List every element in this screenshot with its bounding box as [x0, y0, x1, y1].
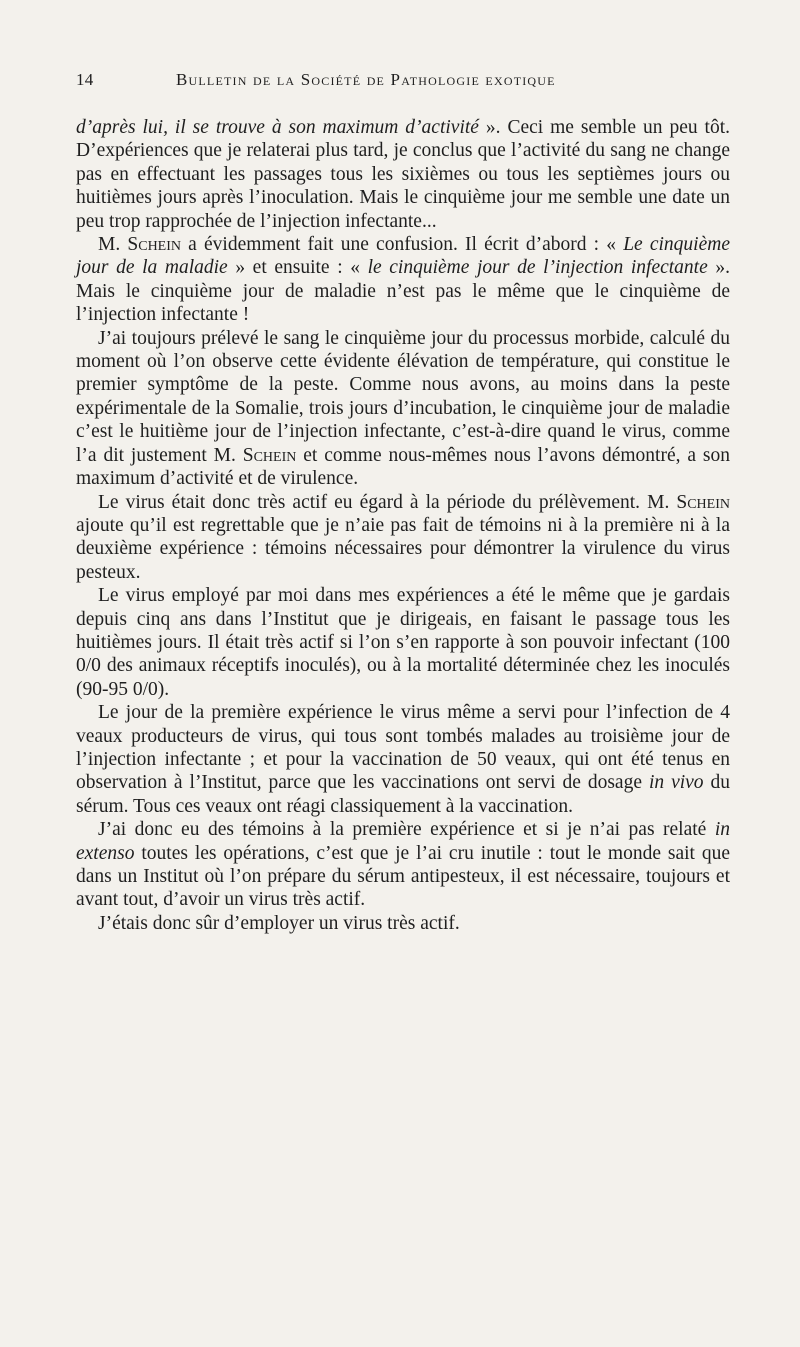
paragraph [76, 233, 730, 327]
text-span: ». Mais le cinquième jour de maladie n’est pas le même que le cinquième de l’injection infectante ! [76, 257, 730, 326]
paragraph [76, 818, 730, 912]
paragraph [76, 701, 730, 818]
text-span: Le virus employé par moi dans mes expériences a été le même que je gardais depuis cinq ans dans l’Institut que je dirigeais, en faisant le passage tous les huitièmes jours. Il était très actif si l’on s’en rapporte à son pouvoir infectant (100 0/0 des animaux réceptifs inoculés), ou à la mortalité déterminée chez les inoculés (90-95 0/0). [76, 585, 730, 700]
text-span: J’ai toujours prélevé le sang le cinquième jour du processus morbide, calculé du moment où l’on observe cette évidente élévation de température, qui constitue le premier symptôme de la peste. Comme nous avons, au moins dans la peste expérimentale de la Somalie, trois jours d’incubation, le cinquième jour de maladie c’est le huitième jour de l’injection infectante, c’est-à-dire quand le virus, comme l’a dit justement M. [76, 327, 730, 466]
text-span: J’étais donc sûr d’employer un virus très actif. [98, 912, 460, 934]
text-span: ». Ceci me semble un peu tôt. D’expériences que je relaterai plus tard, je conclus que l’activité du sang ne change pas en effectuant les passages tous les sixièmes ou tous les septièmes jours ou huitièmes jours après l’inoculation. Mais le cinquième jour me semble une date un peu trop rapprochée de l’injection infectante... [76, 117, 730, 232]
page-number: 14 [76, 70, 94, 89]
text-span: Le jour de la première expérience le virus même a servi pour l’infection de 4 veaux producteurs de virus, qui tous sont tombés malades au troisième jour de l’injection infectante ; et pour la vaccination de 50 veaux, qui ont été tenus en observation à l’Institut, parce que les vaccinations ont servi de dosage [76, 702, 730, 794]
text-span: ajoute qu’il est regrettable que je n’aie pas fait de témoins ni à la première ni à la deuxième expérience : témoins nécessaires pour démontrer la virulence du virus pesteux. [76, 514, 730, 583]
italic-text: Le cinquième jour de la maladie [76, 234, 730, 279]
author-name: Schein [127, 234, 182, 256]
text-span: du sérum. Tous ces veaux ont réagi classiquement à la vaccination. [76, 772, 730, 817]
author-name: Schein [676, 491, 730, 513]
paragraph [76, 912, 730, 935]
italic-text: le cinquième jour de l’injection infectante [367, 257, 708, 279]
italic-text: d’après lui, il se trouve à son maximum d’activité [76, 117, 479, 138]
paragraph [76, 327, 730, 491]
text-span: » et ensuite : « [227, 257, 368, 279]
text-span: et comme nous-mêmes nous l’avons démontré, a son maximum d’activité et de virulence. [76, 444, 730, 490]
text-span: Le virus était donc très actif eu égard à la période du prélèvement. M. [98, 491, 677, 513]
article-body [76, 116, 730, 935]
italic-text: in vivo [648, 772, 704, 794]
author-name: Schein [242, 444, 297, 466]
text-span: a évidemment fait une confusion. Il écrit d’abord : « [181, 234, 624, 256]
text-span: J’ai donc eu des témoins à la première expérience et si je n’ai pas relaté [98, 819, 715, 841]
paragraph [76, 491, 730, 585]
text-span: M. [98, 234, 128, 256]
paragraph [76, 584, 730, 701]
paragraph [76, 116, 730, 233]
text-span: toutes les opérations, c’est que je l’ai cru inutile : tout le monde sait que dans un Institut où l’on prépare du sérum antipesteux, il est nécessaire, toujours et avant tout, d’avoir un virus très actif. [76, 842, 730, 911]
running-title: Bulletin de la Société de Pathologie exotique [176, 70, 556, 89]
italic-text: in extenso [76, 819, 730, 864]
